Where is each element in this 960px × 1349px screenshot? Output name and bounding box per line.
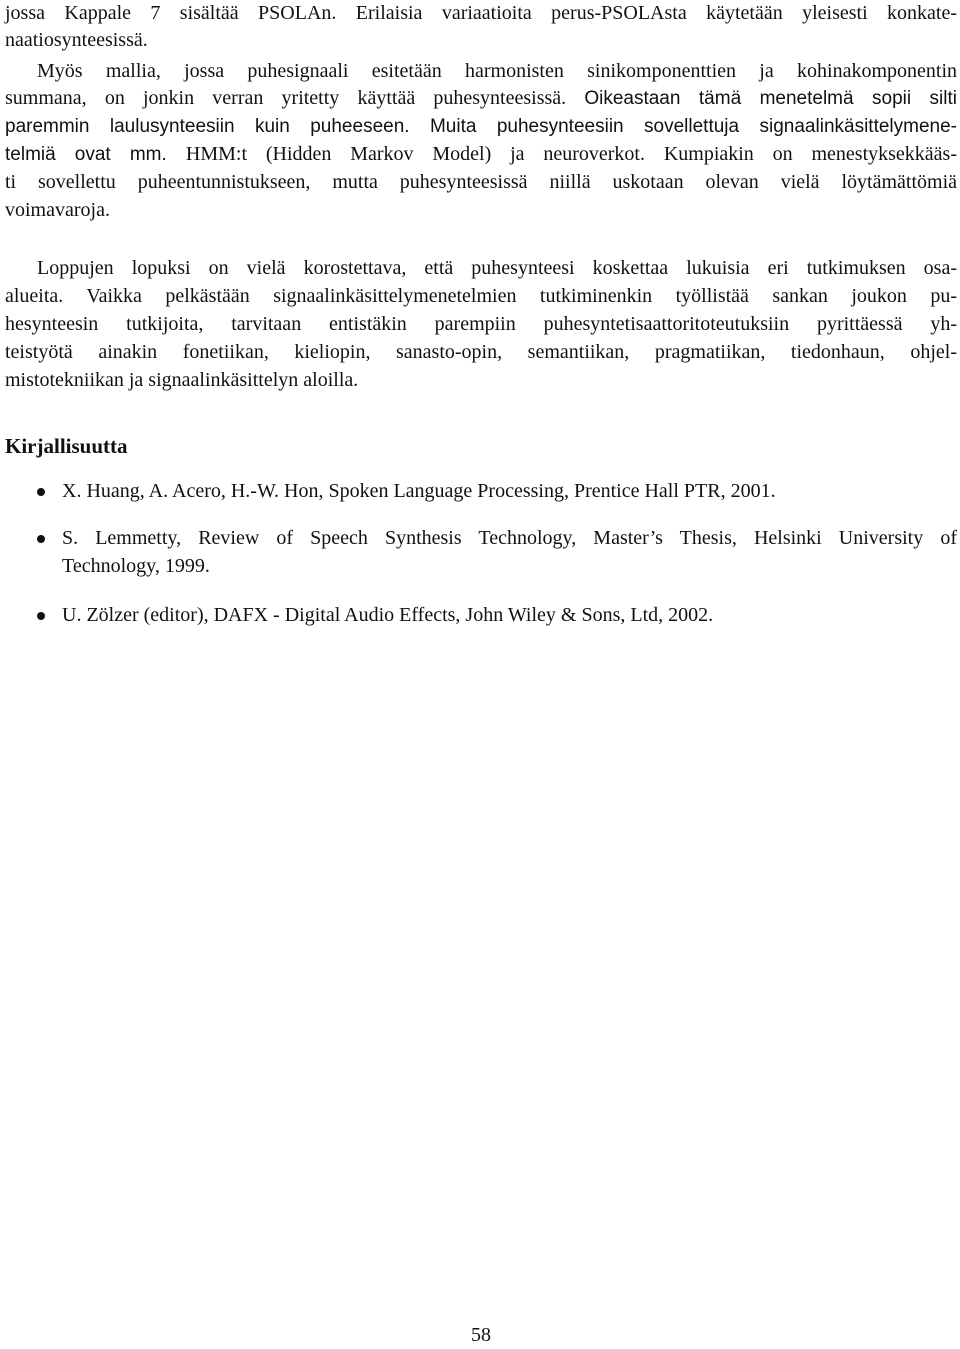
body-line: teistyötä ainakin fonetiikan, kieliopin, sanasto-opin, semantiikan, pragmatiikan, tiedonhaun, ohjel- xyxy=(5,341,957,363)
body-line: voimavaroja. xyxy=(5,199,110,221)
body-line-mixed xyxy=(5,141,957,168)
page-number: 58 xyxy=(471,1324,491,1346)
references-heading: Kirjallisuutta xyxy=(5,434,128,458)
body-line: alueita. Vaikka pelkästään signaalinkäsittelymenetelmien tutkiminenkin työllistää sankan joukon pu- xyxy=(5,285,957,307)
body-line-segment: summana, on jonkin verran yritetty käyttää puhesynteesissä. xyxy=(5,87,585,109)
bullet-icon xyxy=(37,612,45,620)
body-line-segment-sans: telmiä ovat mm. xyxy=(5,144,186,165)
body-line-mixed xyxy=(5,85,957,112)
body-line: naatiosynteesissä. xyxy=(5,29,148,51)
reference-item: S. Lemmetty, Review of Speech Synthesis Technology, Master’s Thesis, Helsinki University of xyxy=(62,527,957,549)
body-line-sans: paremmin laulusynteesiin kuin puheeseen. Muita puhesynteesiin sovellettuja signaalinkäsittelymene- xyxy=(5,116,957,137)
bullet-icon xyxy=(37,488,45,496)
reference-item: X. Huang, A. Acero, H.-W. Hon, Spoken Language Processing, Prentice Hall PTR, 2001. xyxy=(62,480,776,502)
body-line: jossa Kappale 7 sisältää PSOLAn. Erilaisia variaatioita perus-PSOLAsta käytetään yleisesti konkate- xyxy=(5,2,957,24)
bullet-icon xyxy=(37,535,45,543)
reference-item-continuation: Technology, 1999. xyxy=(62,555,210,577)
body-line: hesynteesin tutkijoita, tarvitaan entistäkin parempiin puhesyntetisaattoritoteutuksiin pyrittäessä yh- xyxy=(5,313,957,335)
body-line: ti sovellettu puheentunnistukseen, mutta puhesynteesissä niillä uskotaan olevan vielä löytämättömiä xyxy=(5,171,957,193)
body-line: mistotekniikan ja signaalinkäsittelyn aloilla. xyxy=(5,369,359,391)
reference-item: U. Zölzer (editor), DAFX - Digital Audio Effects, John Wiley & Sons, Ltd, 2002. xyxy=(62,604,714,626)
body-line-segment: HMM:t (Hidden Markov Model) ja neuroverkot. Kumpiakin on menestyksekkääs- xyxy=(185,143,957,165)
body-line-segment-sans: Oikeastaan tämä menetelmä sopii silti xyxy=(584,88,957,109)
body-line: Myös mallia, jossa puhesignaali esitetään harmonisten sinikomponenttien ja kohinakomponentin xyxy=(37,60,957,82)
body-line: Loppujen lopuksi on vielä korostettava, että puhesynteesi koskettaa lukuisia eri tutkimuksen osa- xyxy=(37,257,957,279)
